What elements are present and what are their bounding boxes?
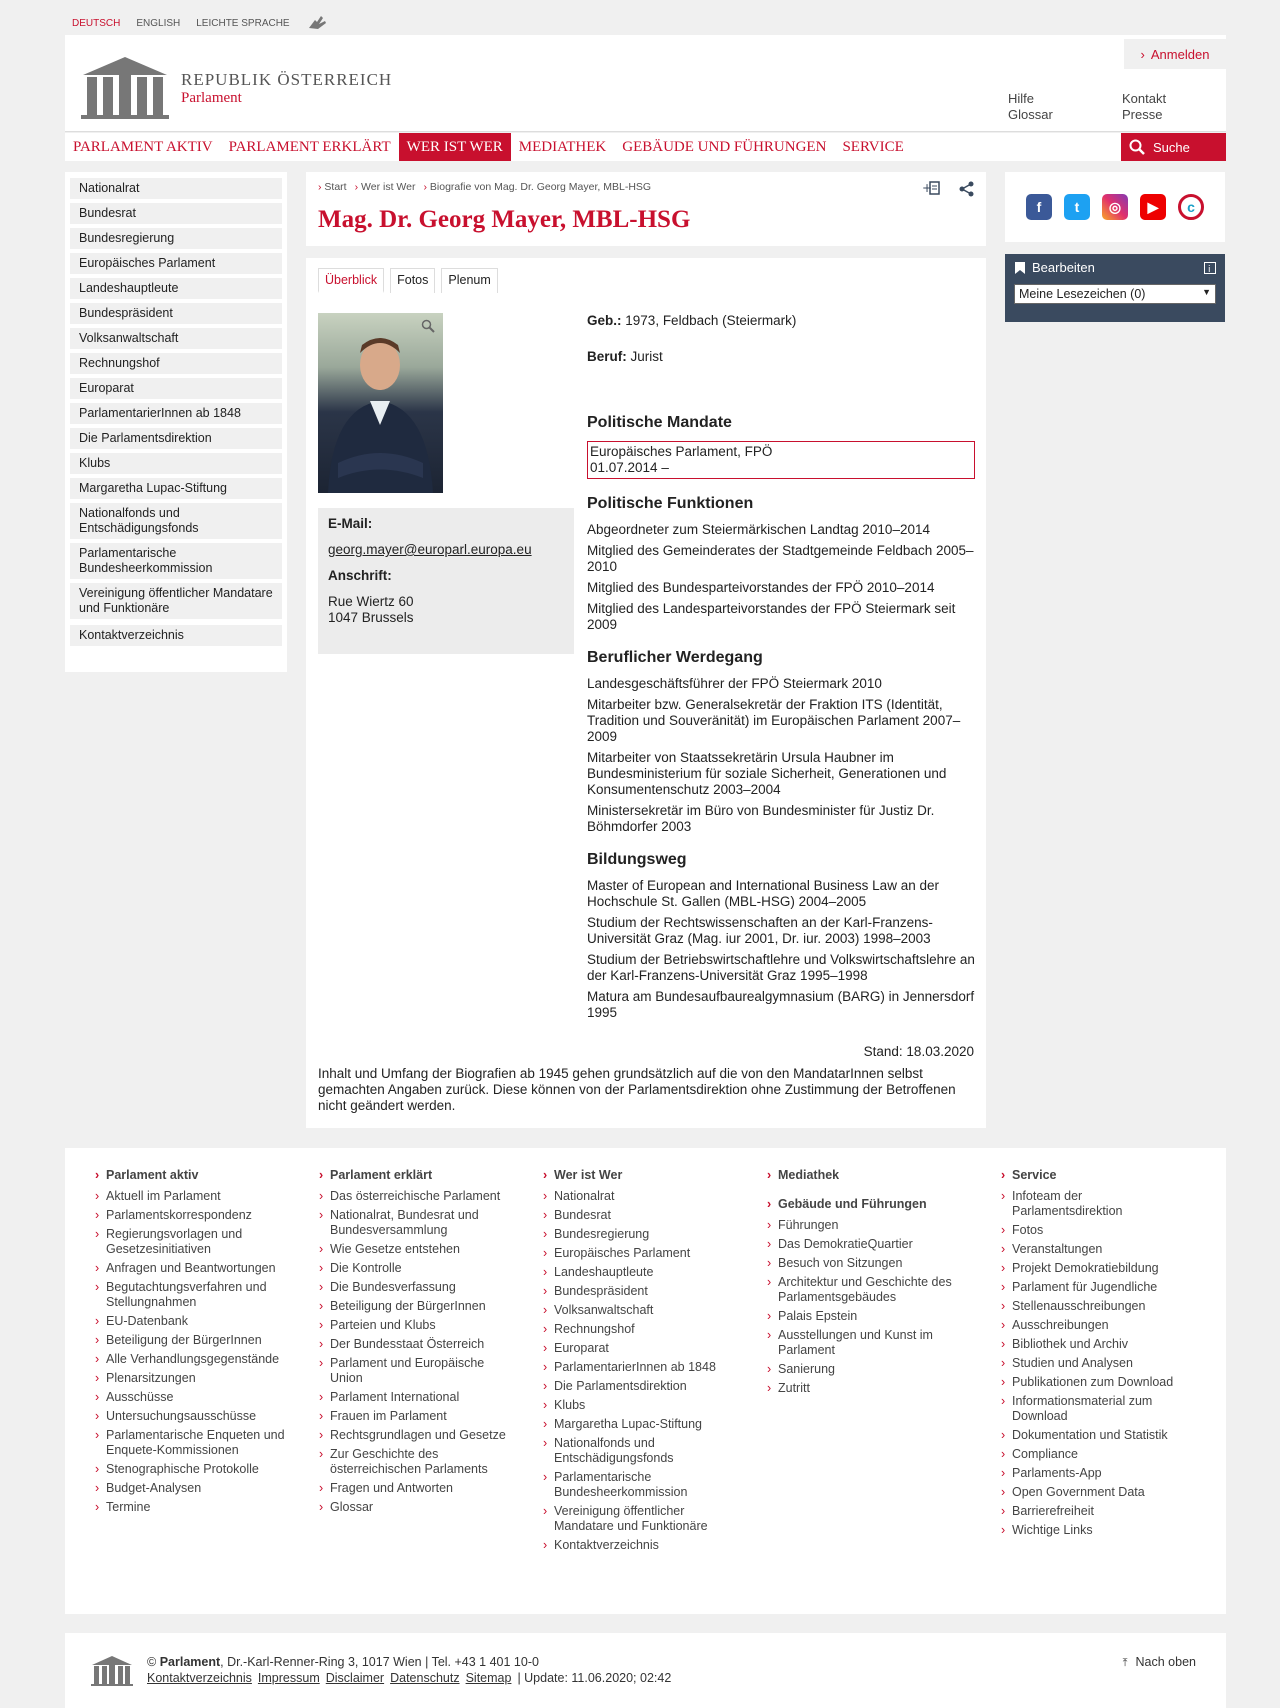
svg-text:+: + <box>922 181 933 195</box>
footer-link[interactable]: › Die Kontrolle <box>319 1261 509 1276</box>
sidebar-item[interactable]: Nationalfonds und Entschädigungsfonds <box>70 503 282 539</box>
facebook-icon[interactable]: f <box>1026 194 1052 220</box>
address-line1: Rue Wiertz 60 <box>328 594 414 609</box>
footer-link[interactable]: › Zutritt <box>767 1381 957 1396</box>
list-item: Master of European and International Business Law an der Hochschule St. Gallen (MBL-HSG) 2004–2005 <box>587 878 939 909</box>
mandate-date: 01.07.2014 – <box>590 460 669 475</box>
footer-link[interactable]: › Ausschüsse <box>95 1390 285 1405</box>
footer-link[interactable]: › Der Bundesstaat Österreich <box>319 1337 509 1352</box>
footer-col-wer-ist-wer <box>543 1168 733 1557</box>
footer-link[interactable]: › Parlamentskorrespondenz <box>95 1208 285 1223</box>
tabs <box>318 268 498 293</box>
nav-parlament-erklaert[interactable]: PARLAMENT ERKLÄRT <box>228 139 391 155</box>
press-link[interactable]: Presse <box>1122 107 1163 122</box>
tab-ueberblick[interactable]: Überblick <box>318 268 384 293</box>
chevron-down-icon: ▼ <box>1202 287 1211 297</box>
footer-link[interactable]: › Zur Geschichte des österreichischen Parlaments <box>319 1447 509 1477</box>
disclaimer-note: Inhalt und Umfang der Biografien ab 1945 gehen grundsätzlich auf die von den MandatarInnen selbst gemachten Angaben zurück. Diese können von der Parlamentsdirektion ohne Zustimmung der Betroffenen nicht geändert werden. <box>318 1066 956 1113</box>
sidebar-item[interactable]: Bundesregierung <box>70 228 282 249</box>
main-content <box>306 258 986 1128</box>
lang-leichte-sprache[interactable]: LEICHTE SPRACHE <box>196 17 290 29</box>
breadcrumb <box>318 181 651 193</box>
update-timestamp: | Update: 11.06.2020; 02:42 <box>517 1671 672 1685</box>
social-bar <box>1005 172 1225 242</box>
footer-heading[interactable]: › Service <box>1001 1168 1191 1183</box>
footer-link[interactable]: › Ausschreibungen <box>1001 1318 1191 1333</box>
section-heading-beruf: Beruflicher Werdegang <box>587 649 763 666</box>
address-label: Anschrift: <box>328 568 392 583</box>
section-heading-mandate: Politische Mandate <box>587 414 732 431</box>
footer-link[interactable]: › Frauen im Parlament <box>319 1409 509 1424</box>
youtube-icon[interactable]: ▶ <box>1140 194 1166 220</box>
logo-title: REPUBLIK ÖSTERREICH <box>181 69 393 89</box>
page-title: Mag. Dr. Georg Mayer, MBL-HSG <box>318 206 691 233</box>
info-icon[interactable] <box>1204 262 1216 274</box>
search-icon <box>1129 139 1145 155</box>
edit-panel <box>1005 254 1225 322</box>
footer-link[interactable]: › Parlamentarische Enqueten und Enquete-Kommissionen <box>95 1428 285 1458</box>
section-heading-bildung: Bildungsweg <box>587 851 687 868</box>
sign-language-icon[interactable] <box>306 14 328 32</box>
contact-link[interactable]: Kontakt <box>1122 91 1167 106</box>
footer-link[interactable]: › EU-Datenbank <box>95 1314 285 1329</box>
zoom-icon[interactable] <box>421 319 435 333</box>
footer-link[interactable]: › Margaretha Lupac-Stiftung <box>543 1417 733 1432</box>
sidebar-item[interactable]: ParlamentarierInnen ab 1848 <box>70 403 282 424</box>
footer-link[interactable]: › Beteiligung der BürgerInnen <box>319 1299 509 1314</box>
sidebar-item[interactable]: Klubs <box>70 453 282 474</box>
footer-link[interactable]: › Führungen <box>767 1218 957 1233</box>
search-button[interactable] <box>1121 133 1226 161</box>
footer-link[interactable]: › Alle Verhandlungsgegenstände <box>95 1352 285 1367</box>
footer-link[interactable]: › Plenarsitzungen <box>95 1371 285 1386</box>
legal-links <box>147 1671 671 1685</box>
footer-col-parlament-erklaert <box>319 1168 509 1519</box>
footer-link[interactable]: › Barrierefreiheit <box>1001 1504 1191 1519</box>
footer-link[interactable]: › Klubs <box>543 1398 733 1413</box>
back-to-top-link[interactable] <box>1123 1655 1196 1670</box>
bookmark-icon <box>1014 261 1026 275</box>
footer-legal-link[interactable]: Kontaktverzeichnis <box>147 1671 252 1685</box>
sidebar-item[interactable]: Die Parlamentsdirektion <box>70 428 282 449</box>
footer-legal-link[interactable]: Datenschutz <box>390 1671 460 1685</box>
login-label: Anmelden <box>1150 46 1210 62</box>
nav-service[interactable]: SERVICE <box>842 139 904 155</box>
profession-info <box>587 349 975 365</box>
address-line2: 1047 Brussels <box>328 610 414 625</box>
last-updated: Stand: 18.03.2020 <box>863 1044 974 1059</box>
copyright-org: Parlament <box>159 1655 221 1669</box>
footer-link[interactable]: › Bundesrat <box>543 1208 733 1223</box>
footer-link[interactable]: › Volksanwaltschaft <box>543 1303 733 1318</box>
bottom-bar <box>65 1633 1226 1708</box>
footer-link[interactable]: › Untersuchungsausschüsse <box>95 1409 285 1424</box>
footer-link[interactable]: › Europarat <box>543 1341 733 1356</box>
nav-mediathek[interactable]: MEDIATHEK <box>518 139 607 155</box>
mandate-box <box>587 441 975 479</box>
title-tools <box>922 180 976 198</box>
footer-heading[interactable]: › Wer ist Wer <box>543 1168 733 1183</box>
footer-link[interactable]: › Sanierung <box>767 1362 957 1377</box>
footer-link[interactable]: › Nationalrat <box>543 1189 733 1204</box>
email-link[interactable]: georg.mayer@europarl.europa.eu <box>328 542 532 557</box>
footer-col-service <box>1001 1168 1191 1542</box>
footer-link[interactable]: › Compliance <box>1001 1447 1191 1462</box>
footer-heading[interactable]: › Parlament aktiv <box>95 1168 285 1183</box>
footer-link[interactable]: › Wie Gesetze entstehen <box>319 1242 509 1257</box>
list-item: Mitglied des Gemeinderates der Stadtgemeinde Feldbach 2005–2010 <box>587 543 974 574</box>
footer-link[interactable]: › Wichtige Links <box>1001 1523 1191 1538</box>
footer-col-mediathek <box>767 1168 957 1400</box>
list-item: Ministersekretär im Büro von Bundesminister für Justiz Dr. Böhmdorfer 2003 <box>587 803 935 834</box>
footer-link[interactable]: › Die Parlamentsdirektion <box>543 1379 733 1394</box>
footer-link[interactable]: › Palais Epstein <box>767 1309 957 1324</box>
list-item: Mitarbeiter bzw. Generalsekretär der Fraktion ITS (Identität, Tradition und Souveränität) im Europäischen Parlament 2007–2009 <box>587 697 961 744</box>
sidebar-item[interactable]: Margaretha Lupac-Stiftung <box>70 478 282 499</box>
footer-link[interactable]: › Vereinigung öffentlicher Mandatare und Funktionäre <box>543 1504 733 1534</box>
mediathek-icon[interactable]: c <box>1178 194 1204 220</box>
footer-link[interactable]: › Aktuell im Parlament <box>95 1189 285 1204</box>
lang-english[interactable]: ENGLISH <box>136 17 181 29</box>
copyright-line <box>147 1655 539 1669</box>
footer-link[interactable]: › Rechnungshof <box>543 1322 733 1337</box>
footer-link[interactable]: › Parlamentarische Bundesheerkommission <box>543 1470 733 1500</box>
footer-link[interactable]: › Nationalfonds und Entschädigungsfonds <box>543 1436 733 1466</box>
copyright-address: , Dr.-Karl-Renner-Ring 3, 1017 Wien | Tel. +43 1 401 10-0 <box>220 1655 539 1669</box>
footer-legal-link[interactable]: Impressum <box>257 1671 320 1685</box>
header-links-left <box>1008 91 1053 123</box>
footer-link[interactable]: › Das österreichische Parlament <box>319 1189 509 1204</box>
copyright-symbol: © <box>147 1655 160 1669</box>
instagram-icon[interactable]: ◎ <box>1102 194 1128 220</box>
footer-link[interactable]: › Ausstellungen und Kunst im Parlament <box>767 1328 957 1358</box>
login-button[interactable]: › Anmelden <box>1124 39 1226 69</box>
footer-link[interactable]: › Fragen und Antworten <box>319 1481 509 1496</box>
bookmark-add-icon[interactable] <box>922 180 942 198</box>
birth-info <box>587 313 975 329</box>
mandate-title: Europäisches Parlament, FPÖ <box>590 444 773 459</box>
header-links-right <box>1122 91 1166 123</box>
twitter-icon[interactable]: t <box>1064 194 1090 220</box>
breadcrumb-start[interactable]: › Start <box>318 181 347 193</box>
footer-link[interactable]: › Parlament für Jugendliche <box>1001 1280 1191 1295</box>
portrait-image <box>318 313 443 493</box>
main-nav <box>65 133 1226 161</box>
portrait-photo[interactable] <box>318 313 443 493</box>
footer <box>65 1148 1226 1614</box>
footer-link[interactable]: › Parlament und Europäische Union <box>319 1356 509 1386</box>
list-item: Abgeordneter zum Steiermärkischen Landtag 2010–2014 <box>587 522 930 537</box>
title-box <box>306 172 986 246</box>
footer-heading[interactable]: › Mediathek <box>767 1168 957 1183</box>
footer-link[interactable]: › Parteien und Klubs <box>319 1318 509 1333</box>
nav-gebaeude[interactable]: GEBÄUDE UND FÜHRUNGEN <box>622 139 827 155</box>
sidebar <box>65 172 287 672</box>
footer-link[interactable]: › Das DemokratieQuartier <box>767 1237 957 1252</box>
list-item: Mitglied des Bundesparteivorstandes der FPÖ 2010–2014 <box>587 580 935 595</box>
footer-link[interactable]: › Parlament International <box>319 1390 509 1405</box>
edit-header <box>1014 260 1216 275</box>
sidebar-item[interactable]: Landeshauptleute <box>70 278 282 299</box>
footer-link[interactable]: › Anfragen und Beantwortungen <box>95 1261 285 1276</box>
footer-link[interactable]: › Europäisches Parlament <box>543 1246 733 1261</box>
footer-link[interactable]: › Informationsmaterial zum Download <box>1001 1394 1191 1424</box>
search-label: Suche <box>1153 139 1190 155</box>
footer-link[interactable]: › Regierungsvorlagen und Gesetzesinitiativen <box>95 1227 285 1257</box>
footer-link[interactable]: › Studien und Analysen <box>1001 1356 1191 1371</box>
svg-text:i: i <box>1208 264 1211 274</box>
bookmarks-select[interactable] <box>1014 284 1216 304</box>
footer-link[interactable]: › Bundesregierung <box>543 1227 733 1242</box>
footer-link[interactable]: › Kontaktverzeichnis <box>543 1538 733 1553</box>
sidebar-item[interactable]: Bundespräsident <box>70 303 282 324</box>
list-item: Studium der Betriebswirtschaftlehre und Volkswirtschaftslehre an der Karl-Franzens-Universität Graz 1995–1998 <box>587 952 975 983</box>
breadcrumb-wer-ist-wer[interactable]: › Wer ist Wer <box>355 181 416 193</box>
footer-link[interactable]: › Infoteam der Parlamentsdirektion <box>1001 1189 1191 1219</box>
footer-link[interactable]: › Glossar <box>319 1500 509 1515</box>
footer-link[interactable]: › Budget-Analysen <box>95 1481 285 1496</box>
footer-link[interactable]: › ParlamentarierInnen ab 1848 <box>543 1360 733 1375</box>
footer-link[interactable]: › Publikationen zum Download <box>1001 1375 1191 1390</box>
footer-link[interactable]: › Parlaments-App <box>1001 1466 1191 1481</box>
back-to-top-label: Nach oben <box>1135 1655 1196 1669</box>
tab-plenum[interactable]: Plenum <box>441 268 497 293</box>
footer-link[interactable]: › Bibliothek und Archiv <box>1001 1337 1191 1352</box>
sidebar-item[interactable]: Europarat <box>70 378 282 399</box>
footer-link[interactable]: › Begutachtungsverfahren und Stellungnahmen <box>95 1280 285 1310</box>
section-heading-funktionen: Politische Funktionen <box>587 495 754 512</box>
sidebar-item[interactable]: Bundesrat <box>70 203 282 224</box>
footer-link[interactable]: › Architektur und Geschichte des Parlamentsgebäudes <box>767 1275 957 1305</box>
footer-link[interactable]: › Veranstaltungen <box>1001 1242 1191 1257</box>
footer-link[interactable]: › Fotos <box>1001 1223 1191 1238</box>
list-item: Matura am Bundesaufbaurealgymnasium (BARG) in Jennersdorf 1995 <box>587 989 975 1020</box>
sidebar-item[interactable]: Parlamentarische Bundesheerkommission <box>70 543 282 579</box>
sidebar-item[interactable]: Europäisches Parlament <box>70 253 282 274</box>
help-link[interactable]: Hilfe <box>1008 91 1035 106</box>
footer-link[interactable]: › Besuch von Sitzungen <box>767 1256 957 1271</box>
address <box>328 594 564 626</box>
sidebar-item[interactable]: Nationalrat <box>70 178 282 199</box>
parliament-logo-icon <box>90 1655 134 1687</box>
share-icon[interactable] <box>958 180 976 198</box>
footer-heading[interactable]: › Gebäude und Führungen <box>767 1197 957 1212</box>
footer-link[interactable]: › Beteiligung der BürgerInnen <box>95 1333 285 1348</box>
header <box>65 35 1226 132</box>
footer-heading[interactable]: › Parlament erklärt <box>319 1168 509 1183</box>
logo-subtitle: Parlament <box>181 89 242 106</box>
footer-link[interactable]: › Rechtsgrundlagen und Gesetze <box>319 1428 509 1443</box>
footer-link[interactable]: › Projekt Demokratiebildung <box>1001 1261 1191 1276</box>
birth-value: 1973, Feldbach (Steiermark) <box>625 313 797 328</box>
footer-link[interactable]: › Dokumentation und Statistik <box>1001 1428 1191 1443</box>
edit-title: Bearbeiten <box>1032 260 1095 275</box>
nav-parlament-aktiv[interactable]: PARLAMENT AKTIV <box>73 139 213 155</box>
language-bar <box>72 14 328 32</box>
glossary-link[interactable]: Glossar <box>1008 107 1053 122</box>
list-item: Mitarbeiter von Staatssekretärin Ursula Haubner im Bundesministerium für soziale Sicherheit, Generationen und Konsumentenschutz 2003–2004 <box>587 750 947 797</box>
footer-legal-link[interactable]: Disclaimer <box>325 1671 385 1685</box>
footer-link[interactable]: › Stenographische Protokolle <box>95 1462 285 1477</box>
list-item: Studium der Rechtswissenschaften an der Karl-Franzens-Universität Graz (Mag. iur 2001, Dr. iur. 2003) 1998–2003 <box>587 915 933 946</box>
list-item: Landesgeschäftsführer der FPÖ Steiermark 2010 <box>587 676 882 691</box>
logo[interactable] <box>79 55 392 121</box>
footer-link[interactable]: › Nationalrat, Bundesrat und Bundesversammlung <box>319 1208 509 1238</box>
sidebar-item[interactable]: Vereinigung öffentlicher Mandatare und Funktionäre <box>70 583 282 619</box>
sidebar-item[interactable]: Rechnungshof <box>70 353 282 374</box>
footer-link[interactable]: › Landeshauptleute <box>543 1265 733 1280</box>
footer-legal-link[interactable]: Sitemap <box>465 1671 512 1685</box>
email-label: E-Mail: <box>328 516 373 531</box>
biography <box>587 313 975 1026</box>
profession-value: Jurist <box>630 349 663 364</box>
footer-link[interactable]: › Open Government Data <box>1001 1485 1191 1500</box>
nav-wer-ist-wer[interactable]: WER IST WER <box>399 133 511 161</box>
footer-col-parlament-aktiv <box>95 1168 285 1519</box>
parliament-logo-icon <box>79 55 171 121</box>
profession-label: Beruf: <box>587 349 627 364</box>
birth-label: Geb.: <box>587 313 622 328</box>
arrow-up-icon: ⤒ <box>1122 1657 1128 1669</box>
tab-fotos[interactable]: Fotos <box>390 268 435 293</box>
bookmarks-select-value: Meine Lesezeichen (0) <box>1019 287 1146 301</box>
breadcrumb-current: › Biografie von Mag. Dr. Georg Mayer, MBL-HSG <box>423 181 651 193</box>
lang-deutsch[interactable]: DEUTSCH <box>72 17 121 29</box>
list-item: Mitglied des Landesparteivorstandes der FPÖ Steiermark seit 2009 <box>587 601 956 632</box>
footer-link[interactable]: › Die Bundesverfassung <box>319 1280 509 1295</box>
sidebar-item[interactable]: Kontaktverzeichnis <box>70 625 282 646</box>
sidebar-item[interactable]: Volksanwaltschaft <box>70 328 282 349</box>
footer-link[interactable]: › Stellenausschreibungen <box>1001 1299 1191 1314</box>
contact-box <box>318 508 574 654</box>
footer-link[interactable]: › Termine <box>95 1500 285 1515</box>
footer-link[interactable]: › Bundespräsident <box>543 1284 733 1299</box>
